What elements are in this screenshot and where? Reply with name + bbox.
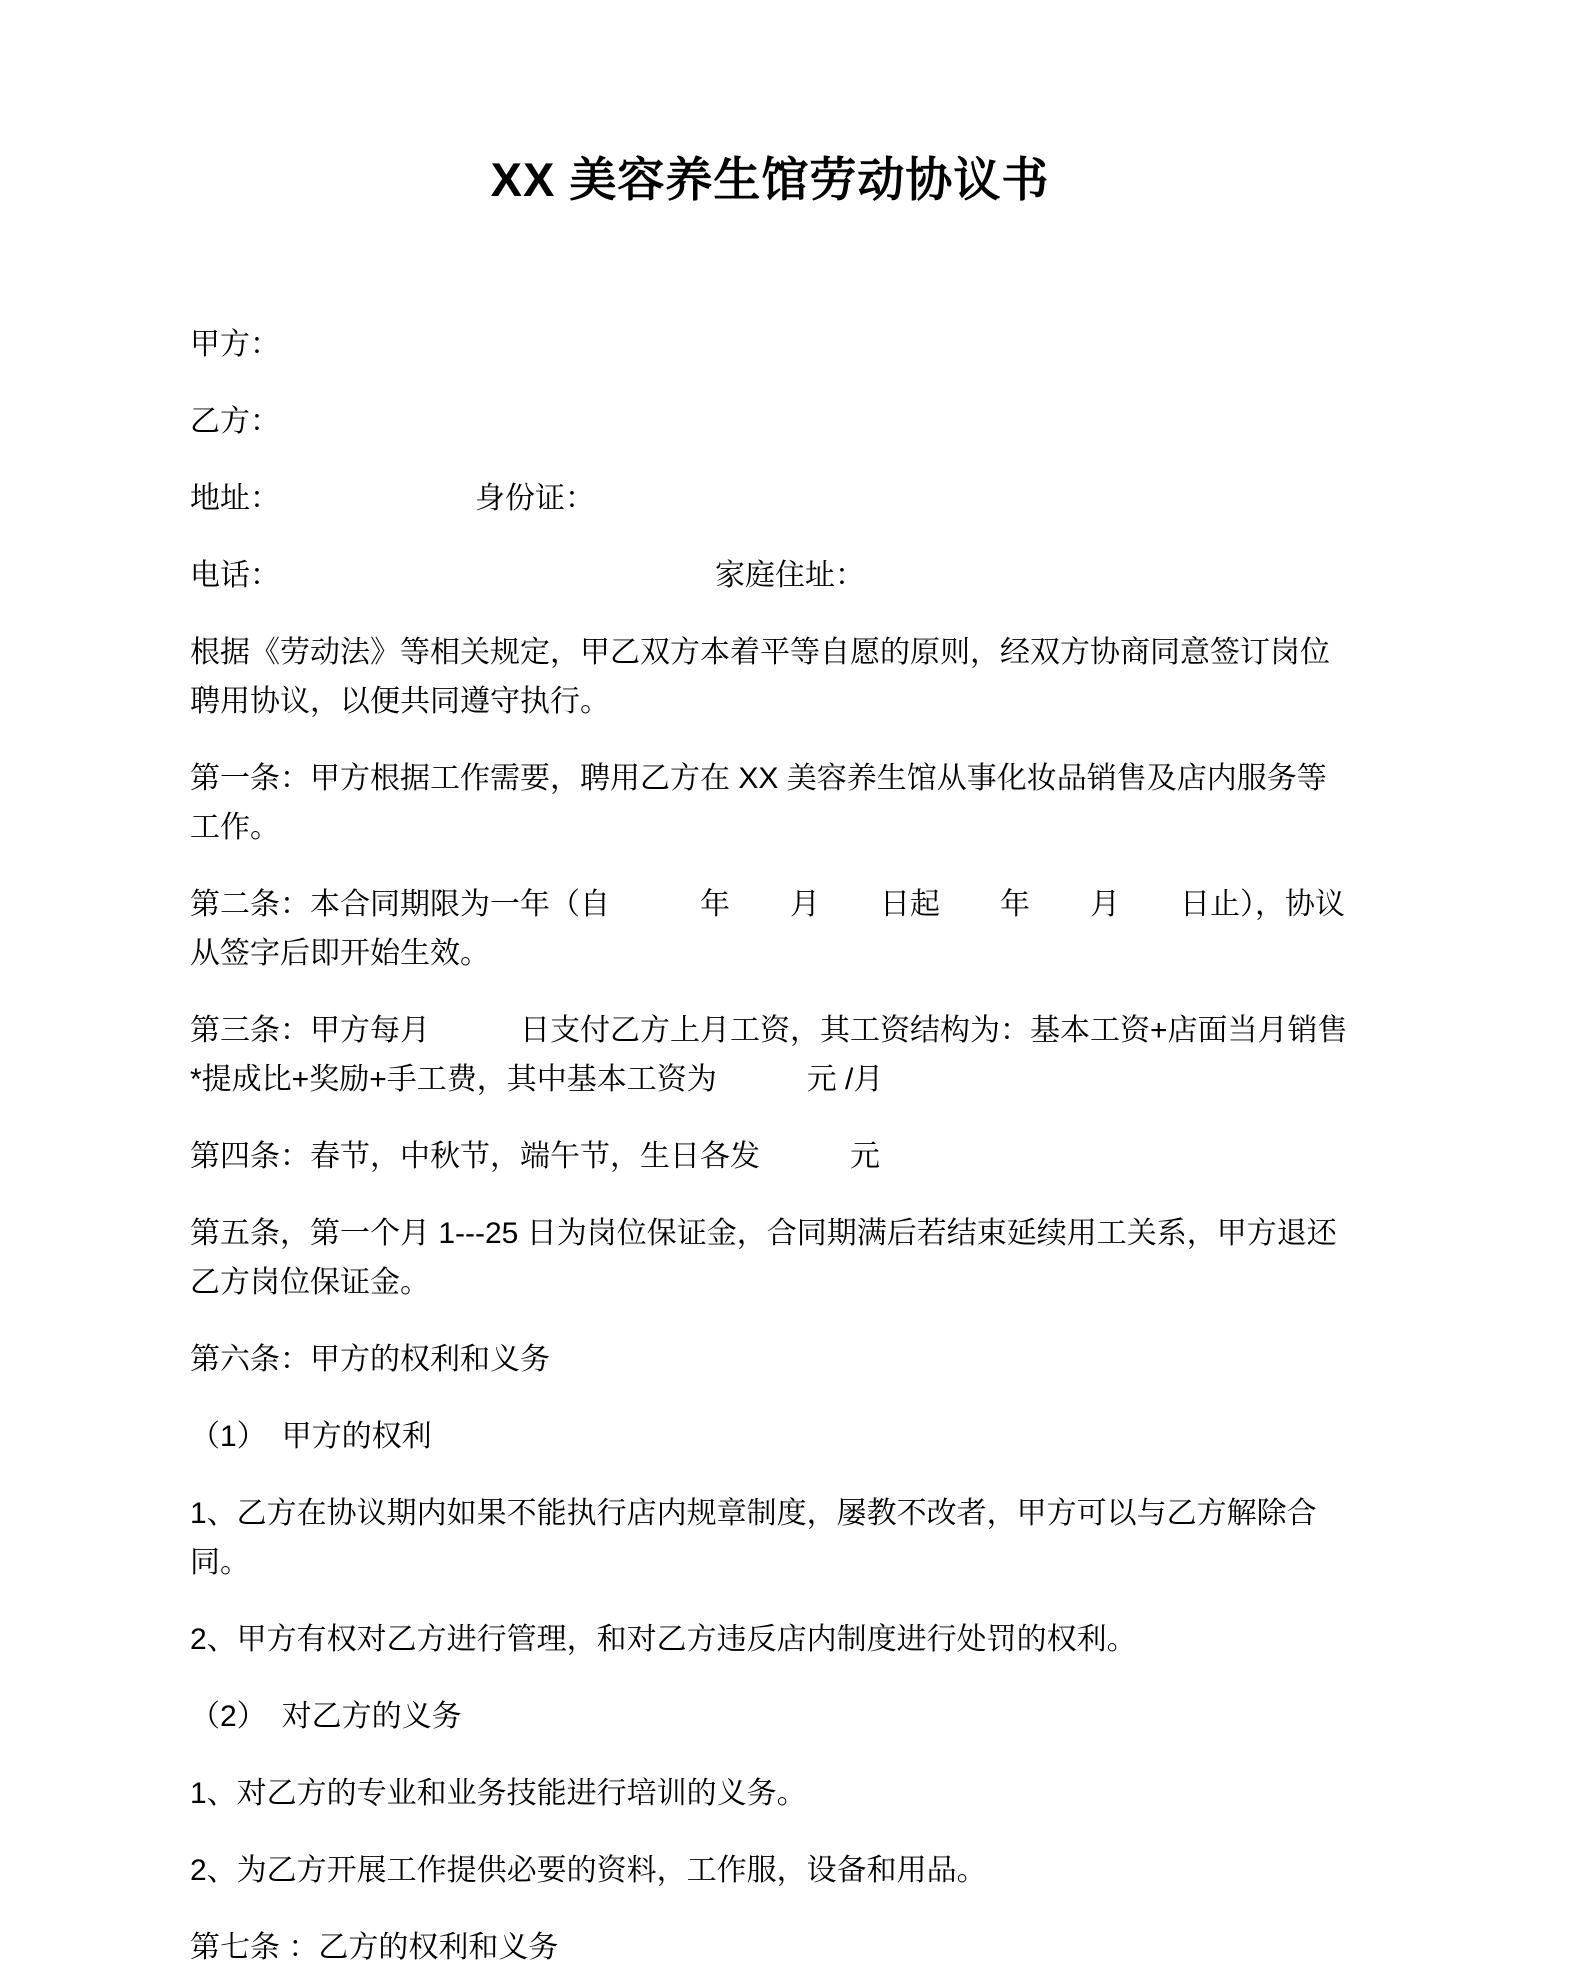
- paragraph-obligation-item-1: 1、对乙方的专业和业务技能进行培训的义务。: [190, 1777, 807, 1810]
- paragraph-article-5: 第五条，第一个月 1---25 日为岗位保证金，合同期满后若结束延续用工关系，甲方退还乙方岗位保证金。: [190, 1217, 1337, 1299]
- paragraph-phone-home-address: 电话： 家庭住址：: [190, 559, 865, 592]
- paragraph-address-id-card: 地址： 身份证：: [190, 482, 595, 515]
- paragraph-party-b: 乙方：: [190, 405, 280, 438]
- paragraph-section-2-party-b-obligations: （2） 对乙方的义务: [190, 1700, 462, 1733]
- paragraph-article-7: 第七条 ：乙方的权利和义务: [190, 1931, 559, 1964]
- paragraph-party-a: 甲方：: [190, 328, 280, 361]
- paragraph-section-1-party-a-rights: （1） 甲方的权利: [190, 1420, 432, 1453]
- document-content: [190, 0, 1350, 1970]
- paragraph-article-6: 第六条：甲方的权利和义务: [190, 1343, 550, 1376]
- paragraph-article-4: 第四条：春节，中秋节，端午节，生日各发 元: [190, 1140, 880, 1173]
- paragraph-party-a-right-item-1: 1、乙方在协议期内如果不能执行店内规章制度，屡教不改者，甲方可以与乙方解除合同。: [190, 1497, 1317, 1579]
- paragraph-article-3: 第三条：甲方每月 日支付乙方上月工资，其工资结构为：基本工资+店面当月销售*提成比+奖励+手工费，其中基本工资为 元 /月: [190, 1014, 1348, 1096]
- paragraph-preamble: 根据《劳动法》等相关规定，甲乙双方本着平等自愿的原则，经双方协商同意签订岗位聘用协议，以便共同遵守执行。: [190, 636, 1330, 718]
- paragraph-article-1: 第一条：甲方根据工作需要，聘用乙方在 XX 美容养生馆从事化妆品销售及店内服务等工作。: [190, 762, 1327, 844]
- paragraph-article-2: 第二条：本合同期限为一年（自 年 月 日起 年 月 日止），协议从签字后即开始生效。: [190, 888, 1345, 970]
- document-title: XX 美容养生馆劳动协议书: [490, 153, 1050, 206]
- paragraph-obligation-item-2: 2、为乙方开展工作提供必要的资料，工作服，设备和用品。: [190, 1854, 987, 1887]
- paragraph-party-a-right-item-2: 2、甲方有权对乙方进行管理，和对乙方违反店内制度进行处罚的权利。: [190, 1623, 1137, 1656]
